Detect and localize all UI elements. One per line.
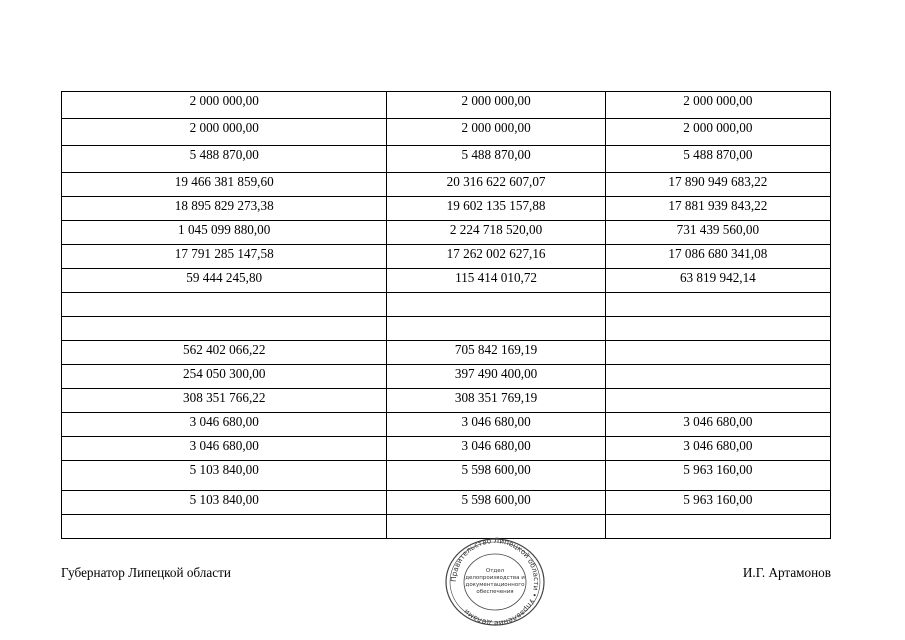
table-cell bbox=[387, 515, 605, 539]
table-cell bbox=[62, 341, 387, 365]
table-cell bbox=[605, 437, 830, 461]
table-cell bbox=[605, 365, 830, 389]
cell-value: 308 351 766,22 bbox=[183, 390, 266, 405]
table-cell bbox=[62, 92, 387, 119]
cell-value: 19 602 135 157,88 bbox=[446, 198, 546, 213]
table-row bbox=[62, 365, 831, 389]
table-cell bbox=[387, 317, 605, 341]
table-row bbox=[62, 245, 831, 269]
table-cell bbox=[387, 413, 605, 437]
cell-value: 5 963 160,00 bbox=[683, 462, 753, 477]
table-cell bbox=[605, 119, 830, 146]
table-row bbox=[62, 146, 831, 173]
table-cell bbox=[62, 293, 387, 317]
table-cell bbox=[605, 221, 830, 245]
cell-value: 2 224 718 520,00 bbox=[449, 222, 543, 237]
cell-value: 3 046 680,00 bbox=[461, 414, 531, 429]
table-row bbox=[62, 221, 831, 245]
table-cell bbox=[62, 245, 387, 269]
table-cell bbox=[62, 119, 387, 146]
cell-value: 3 046 680,00 bbox=[189, 438, 259, 453]
table-cell bbox=[62, 146, 387, 173]
table-cell bbox=[605, 245, 830, 269]
table-cell bbox=[605, 389, 830, 413]
table-cell bbox=[387, 92, 605, 119]
cell-value: 562 402 066,22 bbox=[183, 342, 266, 357]
cell-value: 63 819 942,14 bbox=[679, 270, 756, 285]
cell-value: 3 046 680,00 bbox=[683, 438, 753, 453]
cell-value: 115 414 010,72 bbox=[455, 270, 538, 285]
cell-value: 5 103 840,00 bbox=[189, 462, 259, 477]
table-cell bbox=[605, 317, 830, 341]
table-cell bbox=[387, 269, 605, 293]
table-cell bbox=[605, 293, 830, 317]
table-cell bbox=[605, 146, 830, 173]
table-cell bbox=[387, 293, 605, 317]
cell-value: 731 439 560,00 bbox=[676, 222, 760, 237]
table-cell bbox=[62, 491, 387, 515]
table-cell bbox=[62, 365, 387, 389]
table-cell bbox=[387, 365, 605, 389]
table-cell bbox=[62, 515, 387, 539]
cell-value: 5 598 600,00 bbox=[461, 492, 531, 507]
table-row bbox=[62, 269, 831, 293]
table-cell bbox=[62, 269, 387, 293]
table-cell bbox=[387, 491, 605, 515]
cell-value: 705 842 169,19 bbox=[454, 342, 538, 357]
cell-value: 5 963 160,00 bbox=[683, 492, 753, 507]
cell-value: 308 351 769,19 bbox=[454, 390, 538, 405]
table-cell bbox=[605, 173, 830, 197]
table-cell bbox=[605, 491, 830, 515]
table-row bbox=[62, 317, 831, 341]
cell-value: 17 262 002 627,16 bbox=[446, 246, 546, 261]
table-cell bbox=[62, 221, 387, 245]
signatory-name: И.Г. Артамонов bbox=[742, 565, 831, 580]
cell-value: 3 046 680,00 bbox=[683, 414, 753, 429]
cell-value: 2 000 000,00 bbox=[189, 93, 259, 108]
table-cell bbox=[62, 173, 387, 197]
table-cell bbox=[387, 221, 605, 245]
table-row bbox=[62, 293, 831, 317]
table-cell bbox=[605, 197, 830, 221]
cell-value: 17 791 285 147,58 bbox=[174, 246, 274, 261]
cell-value: 5 488 870,00 bbox=[189, 147, 259, 162]
table-cell bbox=[62, 389, 387, 413]
table-row bbox=[62, 173, 831, 197]
table-cell bbox=[62, 317, 387, 341]
cell-value: 2 000 000,00 bbox=[683, 93, 753, 108]
cell-value: 2 000 000,00 bbox=[461, 120, 531, 135]
table-cell bbox=[387, 245, 605, 269]
table-row bbox=[62, 389, 831, 413]
table-cell bbox=[605, 461, 830, 491]
cell-value: 17 890 949 683,22 bbox=[668, 174, 768, 189]
table-row bbox=[62, 515, 831, 539]
table-cell bbox=[387, 461, 605, 491]
table-cell bbox=[387, 146, 605, 173]
cell-value: 20 316 622 607,07 bbox=[446, 174, 546, 189]
svg-text:делопроизводства и: делопроизводства и bbox=[465, 575, 525, 581]
cell-value: 2 000 000,00 bbox=[189, 120, 259, 135]
table-cell bbox=[62, 413, 387, 437]
svg-text:документационного: документационного bbox=[465, 582, 525, 588]
table-cell bbox=[605, 413, 830, 437]
cell-value: 17 881 939 843,22 bbox=[668, 198, 768, 213]
official-seal bbox=[444, 537, 546, 627]
cell-value: 5 598 600,00 bbox=[461, 462, 531, 477]
table-cell bbox=[387, 341, 605, 365]
svg-text:Правительство Липецкой области: Правительство Липецкой области • Управление делами bbox=[448, 537, 542, 627]
svg-text:Отдел: Отдел bbox=[485, 568, 505, 574]
table-row bbox=[62, 413, 831, 437]
cell-value: 5 488 870,00 bbox=[683, 147, 753, 162]
cell-value: 2 000 000,00 bbox=[461, 93, 531, 108]
table-row bbox=[62, 92, 831, 119]
table-cell bbox=[605, 515, 830, 539]
cell-value: 5 103 840,00 bbox=[189, 492, 259, 507]
cell-value: 3 046 680,00 bbox=[189, 414, 259, 429]
svg-text:обеспечения: обеспечения bbox=[476, 589, 514, 595]
budget-table bbox=[61, 91, 831, 539]
governor-title: Губернатор Липецкой области bbox=[61, 565, 231, 580]
cell-value: 17 086 680 341,08 bbox=[668, 246, 768, 261]
cell-value: 2 000 000,00 bbox=[683, 120, 753, 135]
table-cell bbox=[605, 92, 830, 119]
cell-value: 59 444 245,80 bbox=[186, 270, 263, 285]
table-cell bbox=[62, 437, 387, 461]
cell-value: 3 046 680,00 bbox=[461, 438, 531, 453]
table-cell bbox=[387, 173, 605, 197]
table-cell bbox=[605, 269, 830, 293]
table-row bbox=[62, 437, 831, 461]
table-cell bbox=[62, 197, 387, 221]
table-cell bbox=[387, 197, 605, 221]
table-cell bbox=[387, 437, 605, 461]
cell-value: 5 488 870,00 bbox=[461, 147, 531, 162]
table-cell bbox=[387, 119, 605, 146]
table-cell bbox=[605, 341, 830, 365]
table-row bbox=[62, 491, 831, 515]
cell-value: 19 466 381 859,60 bbox=[174, 174, 274, 189]
cell-value: 1 045 099 880,00 bbox=[178, 222, 271, 237]
table-row bbox=[62, 197, 831, 221]
table-cell bbox=[387, 389, 605, 413]
cell-value: 254 050 300,00 bbox=[183, 366, 266, 381]
table-row bbox=[62, 119, 831, 146]
table-row bbox=[62, 341, 831, 365]
cell-value: 397 490 400,00 bbox=[454, 366, 538, 381]
cell-value: 18 895 829 273,38 bbox=[174, 198, 274, 213]
table-cell bbox=[62, 461, 387, 491]
table-row bbox=[62, 461, 831, 491]
